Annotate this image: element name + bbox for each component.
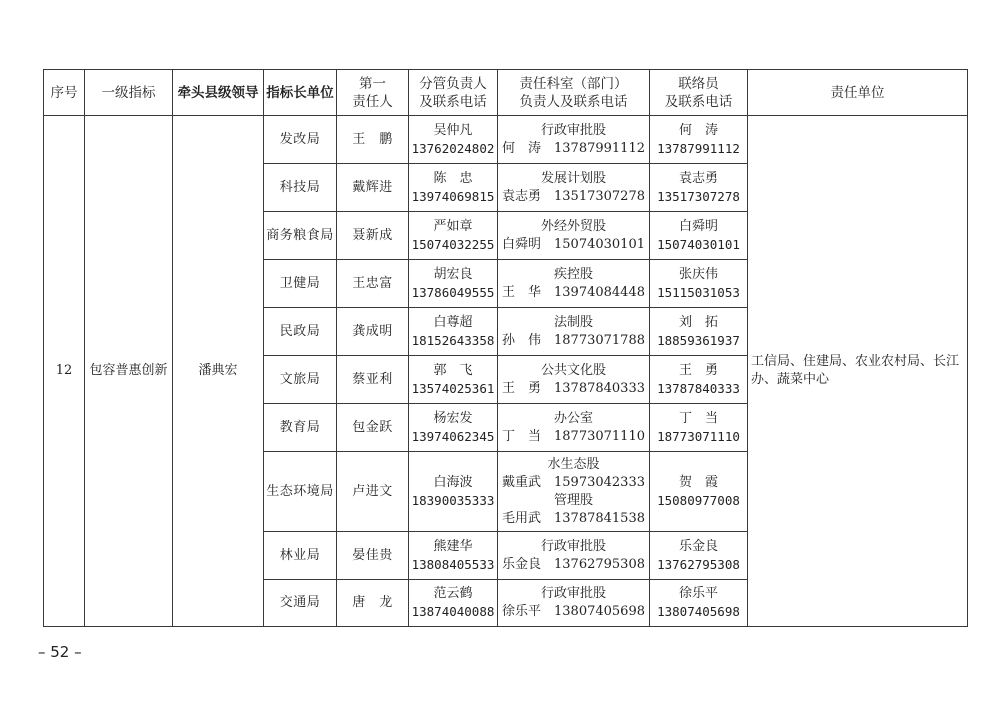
first-responsible-cell: 龚成明	[337, 308, 409, 356]
liaison-name: 贺 霞	[678, 474, 718, 490]
first-responsible-cell: 唐 龙	[337, 580, 409, 627]
first-responsible-cell: 蔡亚利	[337, 356, 409, 404]
department-line: 乐金良 13762795308	[502, 556, 645, 572]
liaison-cell	[650, 116, 748, 164]
page-number: – 52 –	[38, 643, 82, 661]
unit-cell: 民政局	[264, 308, 337, 356]
header-liaison-line1: 联络员	[678, 75, 719, 92]
department-line: 管理股	[553, 492, 593, 508]
liaison-phone: 18773071110	[657, 428, 740, 444]
responsible-units-cell: 工信局、住建局、农业农村局、长江办、蔬菜中心	[748, 116, 968, 627]
supervisor-cell	[409, 404, 498, 452]
liaison-cell	[650, 404, 748, 452]
department-cell	[498, 404, 650, 452]
unit-cell: 教育局	[264, 404, 337, 452]
header-department-line1: 责任科室（部门）	[519, 75, 628, 92]
header-first-responsible-line2: 责任人	[352, 93, 393, 110]
header-liaison-line2: 及联系电话	[664, 93, 733, 110]
supervisor-phone: 13762024802	[411, 140, 495, 156]
liaison-name: 张庆伟	[678, 266, 718, 282]
department-line: 徐乐平 13807405698	[502, 604, 645, 619]
supervisor-phone: 18152643358	[411, 332, 495, 348]
supervisor-cell	[409, 356, 498, 404]
supervisor-name: 范云鹤	[433, 586, 473, 601]
supervisor-phone: 13574025361	[411, 380, 495, 396]
department-line: 王 勇 13787840333	[502, 380, 645, 396]
supervisor-phone: 18390035333	[411, 492, 495, 508]
liaison-phone: 13787991112	[657, 140, 740, 156]
unit-cell: 卫健局	[264, 260, 337, 308]
level1-indicator-cell: 包容普惠创新	[85, 116, 173, 627]
header-seq: 序号	[44, 70, 85, 116]
first-responsible-cell: 聂新成	[337, 212, 409, 260]
liaison-phone: 15080977008	[657, 492, 740, 508]
liaison-phone: 13807405698	[657, 604, 740, 619]
liaison-cell	[650, 212, 748, 260]
department-line: 白舜明 15074030101	[502, 236, 645, 252]
unit-cell: 发改局	[264, 116, 337, 164]
header-level1: 一级指标	[85, 70, 173, 116]
liaison-cell	[650, 260, 748, 308]
header-supervisor-line1: 分管负责人	[419, 75, 487, 92]
liaison-phone: 13787840333	[657, 380, 740, 396]
first-responsible-cell: 戴辉进	[337, 164, 409, 212]
department-line: 毛用武 13787841538	[502, 510, 645, 526]
supervisor-cell	[409, 580, 498, 627]
department-line: 发展计划股	[540, 170, 606, 186]
department-cell	[498, 580, 650, 627]
leader-cell: 潘典宏	[173, 116, 264, 627]
department-line: 外经外贸股	[540, 218, 606, 234]
supervisor-name: 严如章	[433, 218, 473, 234]
liaison-name: 乐金良	[678, 538, 718, 554]
unit-cell: 科技局	[264, 164, 337, 212]
supervisor-phone: 13974062345	[411, 428, 495, 444]
department-line: 戴重武 15973042333	[502, 474, 645, 490]
liaison-name: 袁志勇	[678, 170, 718, 186]
header-supervisor	[409, 70, 498, 116]
department-line: 袁志勇 13517307278	[502, 188, 645, 204]
table-body	[44, 116, 968, 627]
liaison-cell	[650, 452, 748, 532]
department-line: 疾控股	[553, 266, 593, 282]
department-cell	[498, 308, 650, 356]
department-cell	[498, 260, 650, 308]
department-cell	[498, 356, 650, 404]
supervisor-phone: 13874040088	[411, 604, 495, 619]
department-line: 王 华 13974084448	[502, 284, 645, 300]
liaison-phone: 18859361937	[657, 332, 740, 348]
department-line: 行政审批股	[540, 122, 606, 138]
department-line: 办公室	[553, 410, 593, 426]
supervisor-name: 杨宏发	[433, 410, 473, 426]
first-responsible-cell: 包金跃	[337, 404, 409, 452]
supervisor-cell	[409, 164, 498, 212]
supervisor-name: 白海波	[433, 474, 473, 490]
department-line: 孙 伟 18773071788	[502, 332, 645, 348]
department-line: 行政审批股	[540, 586, 606, 601]
supervisor-phone: 13974069815	[411, 188, 495, 204]
liaison-name: 徐乐平	[678, 586, 718, 601]
first-responsible-cell: 王忠富	[337, 260, 409, 308]
unit-cell: 交通局	[264, 580, 337, 627]
liaison-cell	[650, 580, 748, 627]
liaison-cell	[650, 356, 748, 404]
supervisor-name: 胡宏良	[433, 266, 473, 282]
header-first-responsible	[337, 70, 409, 116]
header-responsible-units: 责任单位	[748, 70, 968, 116]
supervisor-name: 熊建华	[433, 538, 473, 554]
liaison-phone: 15074030101	[657, 236, 740, 252]
supervisor-cell	[409, 212, 498, 260]
liaison-name: 白舜明	[678, 218, 718, 234]
department-cell	[498, 452, 650, 532]
unit-cell: 林业局	[264, 532, 337, 580]
seq-cell: 12	[44, 116, 85, 627]
department-line: 法制股	[553, 314, 593, 330]
department-cell	[498, 116, 650, 164]
supervisor-name: 陈 忠	[433, 170, 473, 186]
liaison-phone: 13762795308	[657, 556, 740, 572]
supervisor-cell	[409, 308, 498, 356]
header-leader: 牵头县级领导	[173, 70, 264, 116]
supervisor-phone: 13808405533	[411, 556, 495, 572]
supervisor-phone: 13786049555	[411, 284, 495, 300]
liaison-name: 王 勇	[678, 362, 718, 378]
supervisor-name: 吴仲凡	[433, 122, 473, 138]
supervisor-cell	[409, 260, 498, 308]
department-line: 丁 当 18773071110	[502, 428, 645, 444]
first-responsible-cell: 卢进文	[337, 452, 409, 532]
department-cell	[498, 532, 650, 580]
supervisor-name: 白尊超	[433, 314, 473, 330]
department-cell	[498, 212, 650, 260]
responsibility-table	[43, 69, 968, 627]
liaison-phone: 13517307278	[657, 188, 740, 204]
department-line: 何 涛 13787991112	[502, 140, 645, 156]
liaison-cell	[650, 308, 748, 356]
department-cell	[498, 164, 650, 212]
header-unit: 指标长单位	[264, 70, 337, 116]
liaison-phone: 15115031053	[657, 284, 740, 300]
liaison-name: 丁 当	[678, 410, 718, 426]
supervisor-cell	[409, 116, 498, 164]
header-department	[498, 70, 650, 116]
unit-cell: 商务粮食局	[264, 212, 337, 260]
header-row	[44, 70, 968, 116]
department-line: 水生态股	[547, 456, 600, 472]
liaison-cell	[650, 532, 748, 580]
supervisor-cell	[409, 452, 498, 532]
department-line: 行政审批股	[540, 538, 606, 554]
header-first-responsible-line1: 第一	[359, 75, 386, 92]
department-line: 公共文化股	[540, 362, 606, 378]
supervisor-cell	[409, 532, 498, 580]
first-responsible-cell: 王 鹏	[337, 116, 409, 164]
header-liaison	[650, 70, 748, 116]
first-responsible-cell: 晏佳贵	[337, 532, 409, 580]
header-supervisor-line2: 及联系电话	[419, 93, 487, 110]
header-department-line2: 负责人及联系电话	[519, 93, 628, 110]
liaison-name: 何 涛	[678, 122, 718, 138]
unit-cell: 文旅局	[264, 356, 337, 404]
supervisor-name: 郭 飞	[433, 362, 473, 378]
supervisor-phone: 15074032255	[411, 236, 495, 252]
table-row	[44, 116, 968, 164]
unit-cell: 生态环境局	[264, 452, 337, 532]
liaison-name: 刘 拓	[678, 314, 718, 330]
liaison-cell	[650, 164, 748, 212]
